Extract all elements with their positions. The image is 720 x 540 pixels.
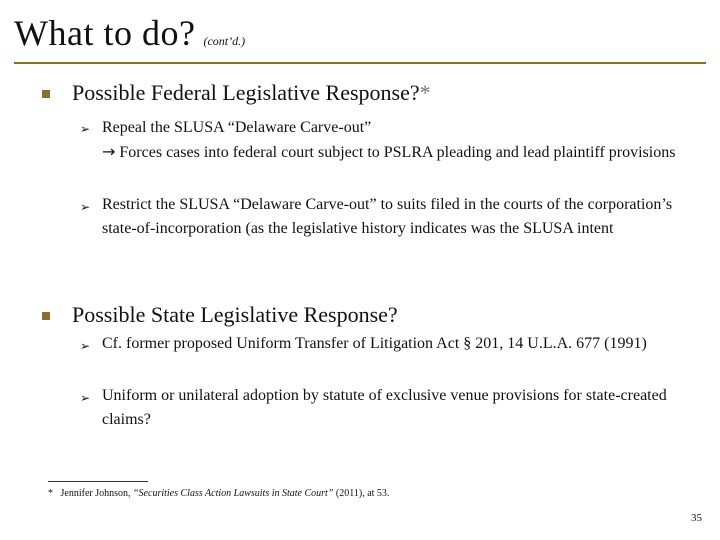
square-bullet-icon (42, 312, 50, 320)
title-sub: (cont’d.) (203, 34, 246, 48)
section1-heading (72, 80, 431, 106)
footnote-author: Jennifer Johnson, (60, 488, 131, 499)
footnote-rest: (2011), at 53. (335, 488, 390, 499)
square-bullet-icon (42, 90, 50, 98)
title-underline (14, 62, 706, 64)
title-main: What to do? (14, 13, 196, 53)
arrowhead-right-icon: ➢ (80, 339, 91, 353)
section1-item-1-arrow-line: Forces cases into federal court subject to PSLRA pleading and lead plaintiff provisions (119, 144, 676, 161)
arrowhead-right-icon: ➢ (80, 200, 91, 214)
section1-item-2 (102, 193, 692, 241)
slide-title (14, 12, 245, 54)
section2-heading: Possible State Legislative Response? (72, 302, 398, 327)
section2-item-1-text: Cf. former proposed Uniform Transfer of Litigation Act § 201, 14 U.L.A. 677 (1991) (102, 335, 647, 352)
section2-item-2-text: Uniform or unilateral adoption by statute of exclusive venue provisions for state-created claims? (102, 387, 667, 428)
footnote-mark: * (419, 80, 431, 105)
arrowhead-right-icon: ➢ (80, 391, 91, 405)
section1-item-1 (102, 116, 692, 165)
footnote (48, 488, 389, 499)
section1-item-1-text: Repeal the SLUSA “Delaware Carve-out” (102, 119, 372, 136)
footnote-separator (48, 481, 148, 482)
section1-item-2-text: Restrict the SLUSA “Delaware Carve-out” to suits filed in the courts of the corporation’s state-of-incorporation (as the legislative history indicates was the SLUSA intent (102, 196, 673, 237)
arrow-right-icon: → (102, 142, 116, 161)
footnote-mark: * (48, 488, 53, 499)
section2-item-1 (102, 332, 692, 356)
arrowhead-right-icon: ➢ (80, 122, 91, 136)
section2-item-2 (102, 384, 692, 432)
page-number: 35 (691, 512, 702, 524)
footnote-source: “Securities Class Action Lawsuits in State Court” (133, 488, 334, 499)
section1-heading-text: Possible Federal Legislative Response? (72, 80, 420, 105)
